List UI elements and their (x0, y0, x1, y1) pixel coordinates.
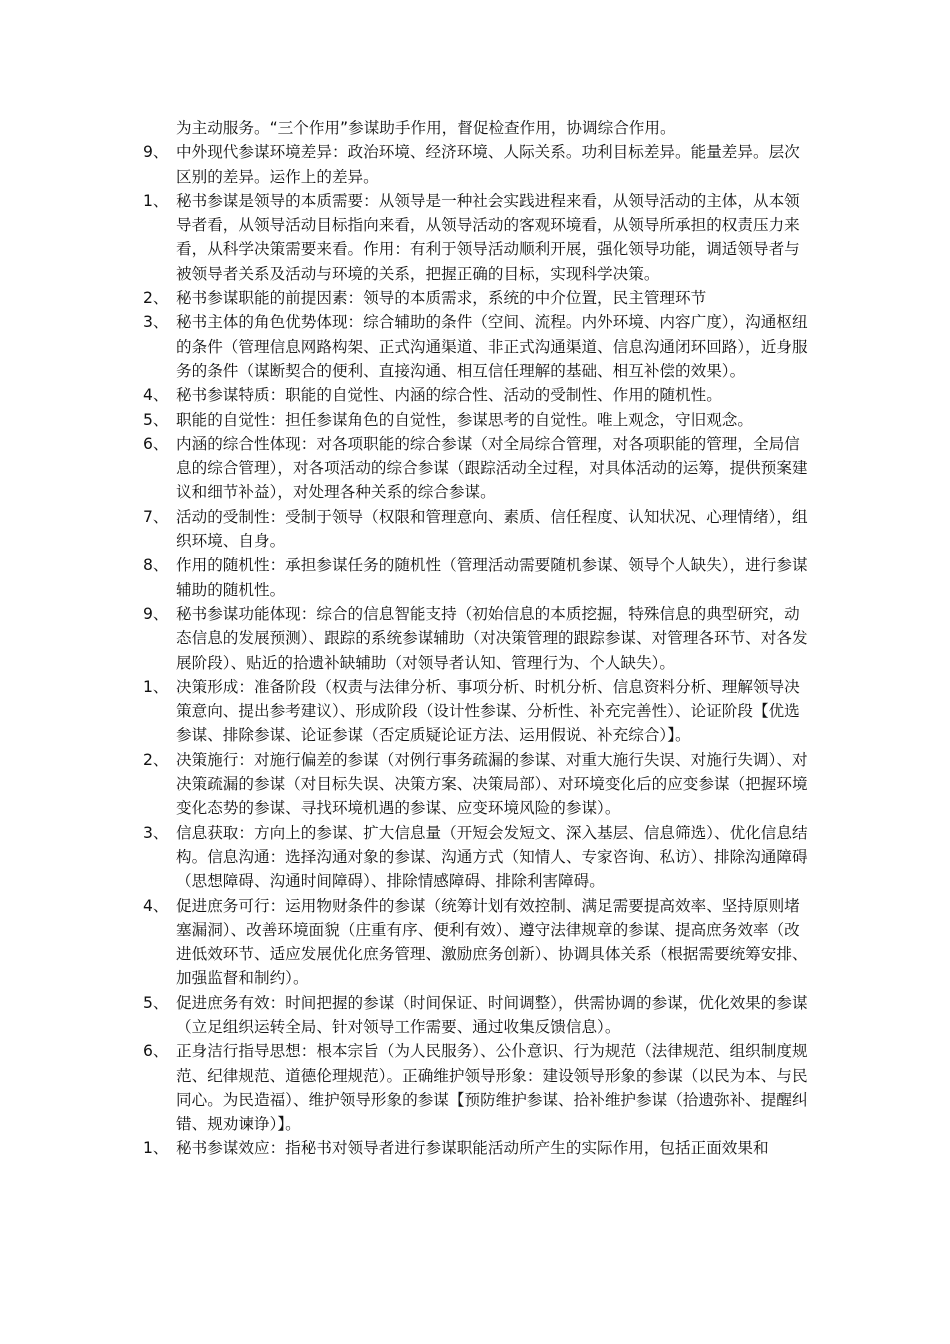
list-item (143, 1136, 815, 1160)
list-item (143, 140, 815, 189)
item-number: 3、 (143, 313, 169, 332)
item-number: 5、 (143, 410, 169, 429)
item-number: 9、 (143, 143, 169, 162)
item-text: 秘书参谋特质：职能的自觉性、内涵的综合性、活动的受制性、作用的随机性。 (176, 386, 722, 405)
item-number: 1、 (143, 1139, 169, 1158)
item-text: 职能的自觉性：担任参谋角色的自觉性，参谋思考的自觉性。唯上观念，守旧观念。 (176, 410, 753, 429)
item-number: 1、 (143, 191, 169, 210)
item-text: 决策形成：准备阶段（权责与法律分析、事项分析、时机分析、信息资料分析、理解领导决策意向、提出参考建议）、形成阶段（设计性参谋、分析性、补充完善性）、论证阶段【优选参谋、排除参谋、论证参谋（否定质疑论证方法、运用假说、补充综合）】。 (176, 677, 800, 745)
list-item (143, 553, 815, 602)
list-item (143, 894, 815, 991)
item-number: 6、 (143, 434, 169, 453)
item-number: 3、 (143, 823, 169, 842)
item-number: 2、 (143, 289, 169, 308)
list-item (143, 383, 815, 407)
item-text: 信息获取：方向上的参谋、扩大信息量（开短会发短文、深入基层、信息筛选）、优化信息结构。信息沟通：选择沟通对象的参谋、沟通方式（知情人、专家咨询、私访）、排除沟通障碍（思想障碍、沟通时间障碍）、排除情感障碍、排除利害障碍。 (176, 823, 808, 891)
item-text: 活动的受制性：受制于领导（权限和管理意向、素质、信任程度、认知状况、心理情绪），组织环境、自身。 (176, 507, 808, 551)
item-text: 决策施行：对施行偏差的参谋（对例行事务疏漏的参谋、对重大施行失误、对施行失调）、对决策疏漏的参谋（对目标失误、决策方案、决策局部）、对环境变化后的应变参谋（把握环境变化态势的参谋、寻找环境机遇的参谋、应变环境风险的参谋）。 (176, 750, 808, 818)
item-text: 促进庶务有效：时间把握的参谋（时间保证、时间调整），供需协调的参谋，优化效果的参谋（立足组织运转全局、针对领导工作需要、通过收集反馈信息）。 (176, 993, 808, 1036)
list-item (143, 748, 815, 821)
item-number: 2、 (143, 750, 169, 769)
item-text: 秘书参谋功能体现：综合的信息智能支持（初始信息的本质挖掘，特殊信息的典型研究，动态信息的发展预测）、跟踪的系统参谋辅助（对决策管理的跟踪参谋、对管理各环节、对各发展阶段）、贴近的拾遗补缺辅助（对领导者认知、管理行为、个人缺失）。 (176, 604, 808, 672)
list-item (143, 675, 815, 748)
item-number: 4、 (143, 386, 169, 405)
item-text: 秘书主体的角色优势体现：综合辅助的条件（空间、流程。内外环境、内容广度），沟通枢纽的条件（管理信息网路构架、正式沟通渠道、非正式沟通渠道、信息沟通闭环回路），近身服务的条件（谋断契合的便利、直接沟通、相互信任理解的基础、相互补偿的效果）。 (176, 313, 808, 380)
item-text: 促进庶务可行：运用物财条件的参谋（统筹计划有效控制、满足需要提高效率、坚持原则堵塞漏洞）、改善环境面貌（庄重有序、便利有效）、遵守法律规章的参谋、提高庶务效率（改进低效环节、适应发展优化庶务管理、激励庶务创新）、协调具体关系（根据需要统筹安排、加强监督和制约）。 (176, 896, 808, 988)
item-text: 秘书参谋职能的前提因素：领导的本质需求，系统的中介位置，民主管理环节 (176, 289, 707, 308)
list-item (143, 505, 815, 554)
list-item (143, 408, 815, 432)
list-item (143, 1039, 815, 1136)
list-item (143, 286, 815, 310)
item-text: 正身洁行指导思想：根本宗旨（为人民服务）、公仆意识、行为规范（法律规范、组织制度规范、纪律规范、道德伦理规范）。正确维护领导形象：建设领导形象的参谋（以民为本、与民同心。为民造福）、维护领导形象的参谋【预防维护参谋、拾补维护参谋（拾遗弥补、提醒纠错、规劝谏诤）】。 (176, 1042, 808, 1134)
item-text: 内涵的综合性体现：对各项职能的综合参谋（对全局综合管理，对各项职能的管理，全局信息的综合管理），对各项活动的综合参谋（跟踪活动全过程，对具体活动的运筹，提供预案建议和细节补益），对处理各种关系的综合参谋。 (176, 434, 808, 502)
list-item (143, 602, 815, 675)
list-item (143, 432, 815, 505)
item-number: 1、 (143, 677, 169, 696)
item-number: 8、 (143, 556, 169, 575)
item-text: 秘书参谋效应：指秘书对领导者进行参谋职能活动所产生的实际作用，包括正面效果和 (176, 1139, 769, 1158)
item-number: 6、 (143, 1042, 169, 1061)
continuation-paragraph: 为主动服务。“三个作用”参谋助手作用，督促检查作用，协调综合作用。 (176, 119, 676, 137)
item-number: 4、 (143, 896, 169, 915)
item-text: 秘书参谋是领导的本质需要：从领导是一种社会实践进程来看，从领导活动的主体，从本领导者看，从领导活动目标指向来看，从领导活动的客观环境看，从领导所承担的权责压力来看，从科学决策需要来看。作用：有利于领导活动顺利开展，强化领导功能，调适领导者与被领导者关系及活动与环境的关系，把握正确的目标，实现科学决策。 (176, 191, 800, 283)
item-text: 中外现代参谋环境差异：政治环境、经济环境、人际关系。功利目标差异。能量差异。层次区别的差异。运作上的差异。 (176, 143, 800, 186)
list-item (143, 991, 815, 1040)
list-item (143, 189, 815, 286)
document-body (143, 116, 815, 1161)
item-number: 9、 (143, 604, 169, 623)
item-number: 7、 (143, 507, 169, 526)
list-item (143, 310, 815, 383)
item-text: 作用的随机性：承担参谋任务的随机性（管理活动需要随机参谋、领导个人缺失），进行参谋辅助的随机性。 (176, 556, 808, 599)
list-item (143, 821, 815, 894)
item-number: 5、 (143, 993, 169, 1012)
